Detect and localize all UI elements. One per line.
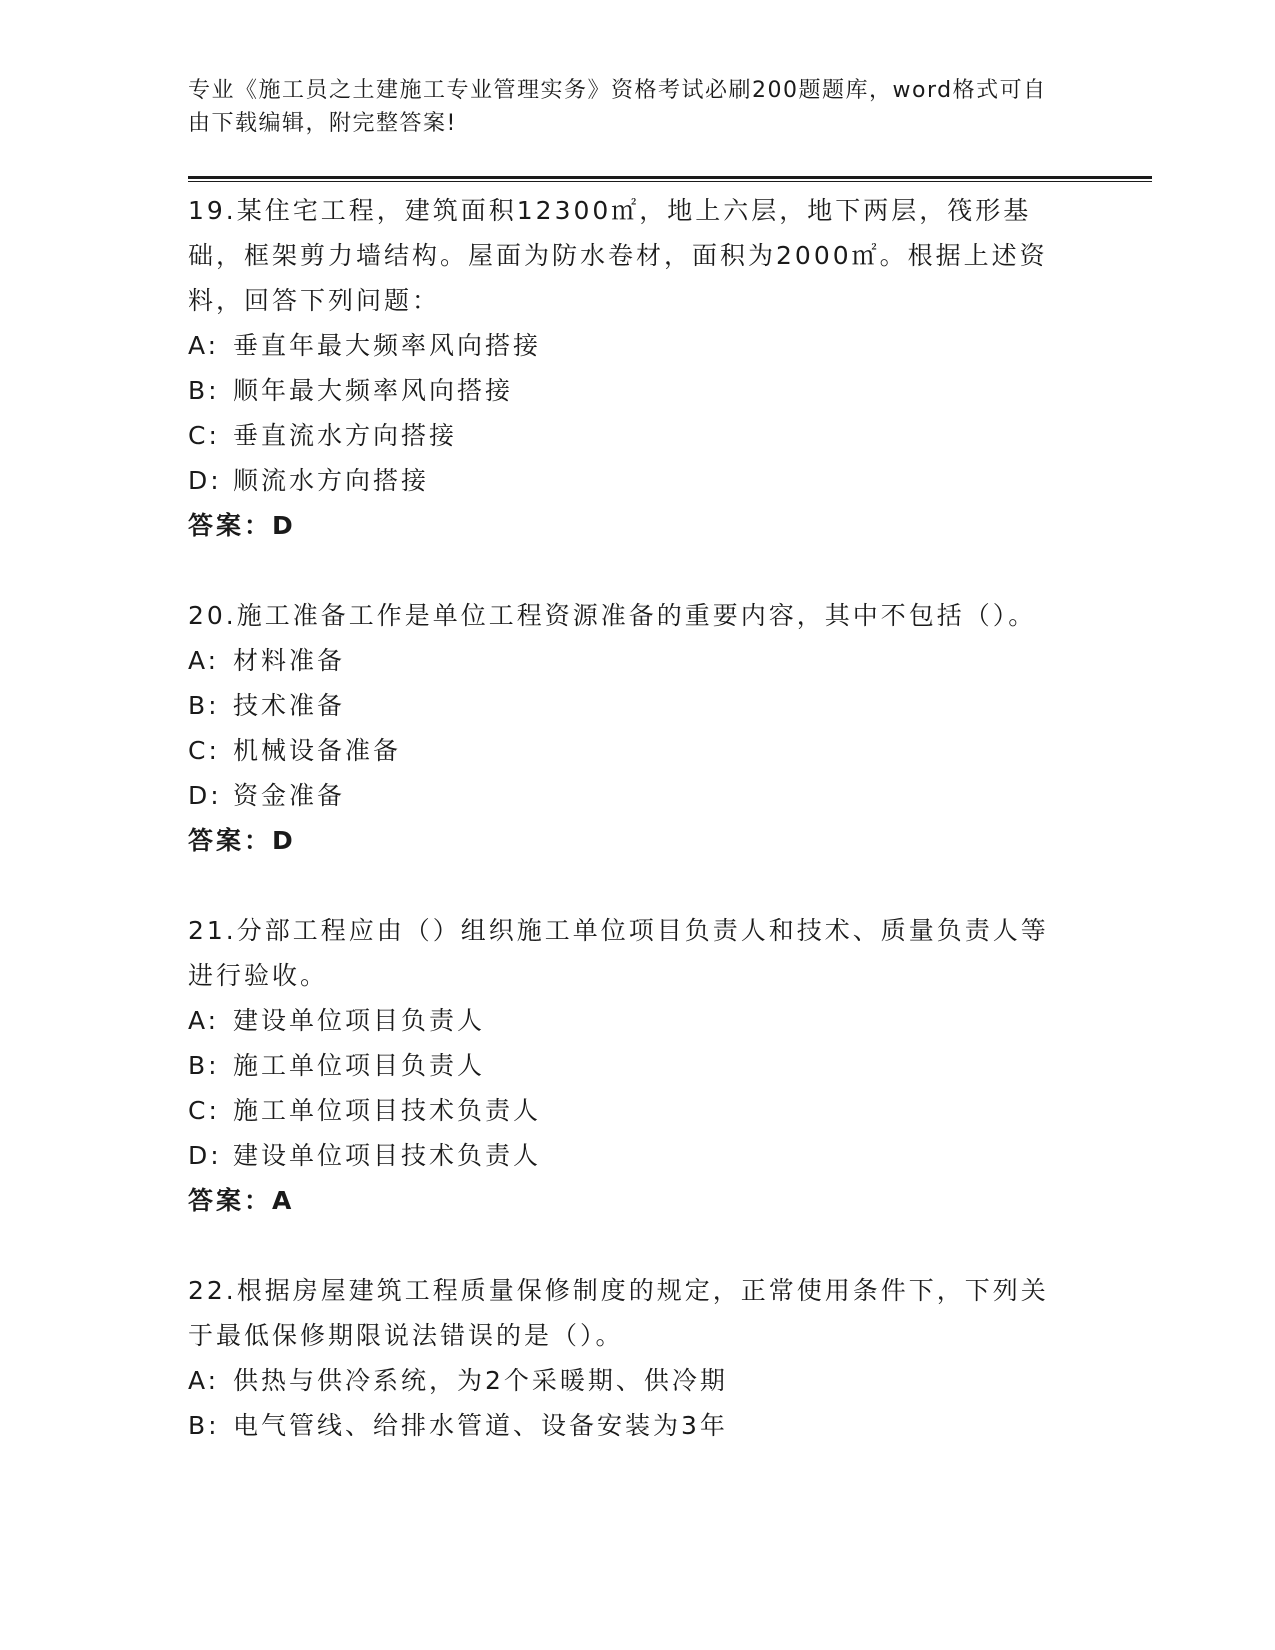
header-divider-thin — [188, 181, 1152, 182]
option-key: A: — [188, 646, 220, 675]
option-text: 顺年最大频率风向搭接 — [233, 376, 514, 405]
option-b — [188, 683, 1068, 728]
option-text: 顺流水方向搭接 — [233, 466, 430, 495]
option-text: 材料准备 — [233, 646, 346, 675]
question-stem: 22.根据房屋建筑工程质量保修制度的规定，正常使用条件下，下列关于最低保修期限说法错误的是（）。 — [188, 1276, 1049, 1350]
option-key: A: — [188, 331, 220, 360]
question-19 — [188, 188, 1068, 548]
option-key: A: — [188, 1006, 220, 1035]
option-key: D: — [188, 1141, 222, 1170]
option-c — [188, 1088, 1068, 1133]
option-a — [188, 323, 1068, 368]
option-b — [188, 1403, 1068, 1448]
option-key: A: — [188, 1366, 220, 1395]
question-stem: 21.分部工程应由（）组织施工单位项目负责人和技术、质量负责人等进行验收。 — [188, 916, 1049, 990]
option-text: 资金准备 — [233, 781, 346, 810]
option-a — [188, 1358, 1068, 1403]
question-list — [188, 188, 1068, 1493]
option-key: D: — [188, 466, 222, 495]
option-a — [188, 638, 1068, 683]
option-text: 技术准备 — [233, 691, 346, 720]
option-text: 供热与供冷系统，为2个采暖期、供冷期 — [233, 1366, 728, 1395]
option-d — [188, 458, 1068, 503]
option-key: B: — [188, 1051, 220, 1080]
option-text: 建设单位项目负责人 — [233, 1006, 486, 1035]
question-stem: 20.施工准备工作是单位工程资源准备的重要内容，其中不包括（）。 — [188, 601, 1037, 630]
option-c — [188, 728, 1068, 773]
option-key: D: — [188, 781, 222, 810]
option-text: 机械设备准备 — [233, 736, 402, 765]
question-21 — [188, 908, 1068, 1223]
option-key: C: — [188, 736, 220, 765]
option-text: 垂直年最大频率风向搭接 — [233, 331, 542, 360]
option-key: B: — [188, 376, 220, 405]
option-key: C: — [188, 1096, 220, 1125]
document-header — [188, 74, 1068, 140]
question-22 — [188, 1268, 1068, 1448]
answer-line: 答案：D — [188, 826, 296, 855]
option-key: C: — [188, 421, 220, 450]
option-a — [188, 998, 1068, 1043]
option-text: 垂直流水方向搭接 — [233, 421, 458, 450]
option-b — [188, 1043, 1068, 1088]
option-key: B: — [188, 1411, 220, 1440]
option-text: 建设单位项目技术负责人 — [233, 1141, 542, 1170]
header-divider-thick — [188, 176, 1152, 179]
option-text: 电气管线、给排水管道、设备安装为3年 — [233, 1411, 728, 1440]
question-stem: 19.某住宅工程，建筑面积12300㎡，地上六层，地下两层，筏形基础，框架剪力墙结构。屋面为防水卷材，面积为2000㎡。根据上述资料，回答下列问题： — [188, 196, 1048, 315]
answer-line: 答案：A — [188, 1186, 295, 1215]
header-title: 专业《施工员之土建施工专业管理实务》资格考试必刷200题题库，word格式可自由下载编辑，附完整答案! — [188, 78, 1047, 136]
option-b — [188, 368, 1068, 413]
answer-line: 答案：D — [188, 511, 296, 540]
option-c — [188, 413, 1068, 458]
option-d — [188, 773, 1068, 818]
option-text: 施工单位项目技术负责人 — [233, 1096, 542, 1125]
question-20 — [188, 593, 1068, 863]
option-key: B: — [188, 691, 220, 720]
option-text: 施工单位项目负责人 — [233, 1051, 486, 1080]
option-d — [188, 1133, 1068, 1178]
